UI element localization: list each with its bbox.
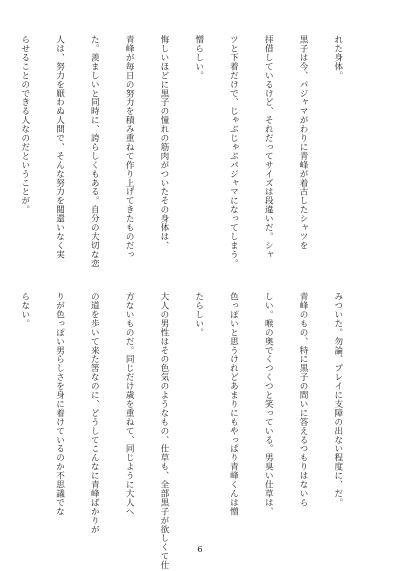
text-line: 青峰のもの、特に黒子の間いに答えるつもりはないら bbox=[298, 292, 309, 507]
text-line: 黒子は今、パジャマがわりに青峰が着古したシャツを bbox=[298, 35, 309, 250]
text-line: らない。 bbox=[19, 292, 30, 328]
text-line: りが色っぽい男らしさを身に着けているのか不思議でな bbox=[54, 292, 65, 516]
text-line: 色っぽいと思うけれどあまりにもやっぱり青峰くんは憎 bbox=[228, 292, 239, 516]
text-line: しい。喉の奥でくつくつと笑っている。男臭い仕草は、 bbox=[263, 292, 274, 516]
top-text-block bbox=[19, 35, 366, 275]
text-line: 人は、努力を厭わぬ人間で、そんな努力を閲還いなく実 bbox=[54, 35, 65, 259]
text-line: みついた。勿論、プレイに支障の出ない程度に、だ。 bbox=[332, 292, 343, 507]
text-line: 憎らしい。 bbox=[193, 35, 204, 80]
text-line: たらしい。 bbox=[193, 292, 204, 337]
bottom-text-block bbox=[19, 292, 366, 570]
text-line: た。羨ましいと同時に、誇らしくもある。自分の大切な恋 bbox=[89, 35, 100, 268]
text-line: ツと下着だけで、じゃぶじゃぶパジャマになってしまう。 bbox=[228, 35, 239, 268]
text-line: 悔しいほどに黒子の憧れの筋肉がついたその身体は、 bbox=[158, 35, 169, 250]
text-line: 拝借しているけど、それだってサイズは段違いだ。シャ bbox=[263, 35, 274, 259]
text-line: 大人の男性はその色気のようなもの、仕草も、全部黒子が欲しくて仕 bbox=[158, 292, 169, 570]
page-number: 6 bbox=[197, 545, 203, 555]
text-line: 青峰が毎日の努力を積み重ねて作り上げてきたものだっ bbox=[124, 35, 135, 259]
text-line: の道を歩いて来た筈なのに、どうしてこんなに青峰ばかりが bbox=[89, 292, 100, 534]
text-line: らせることのできる人なのだということが。 bbox=[19, 35, 30, 214]
text-line: れた身体。 bbox=[332, 35, 343, 80]
text-line: 方ないものだ。同じだけ歳を重ねて、同じように大人へ bbox=[124, 292, 135, 516]
